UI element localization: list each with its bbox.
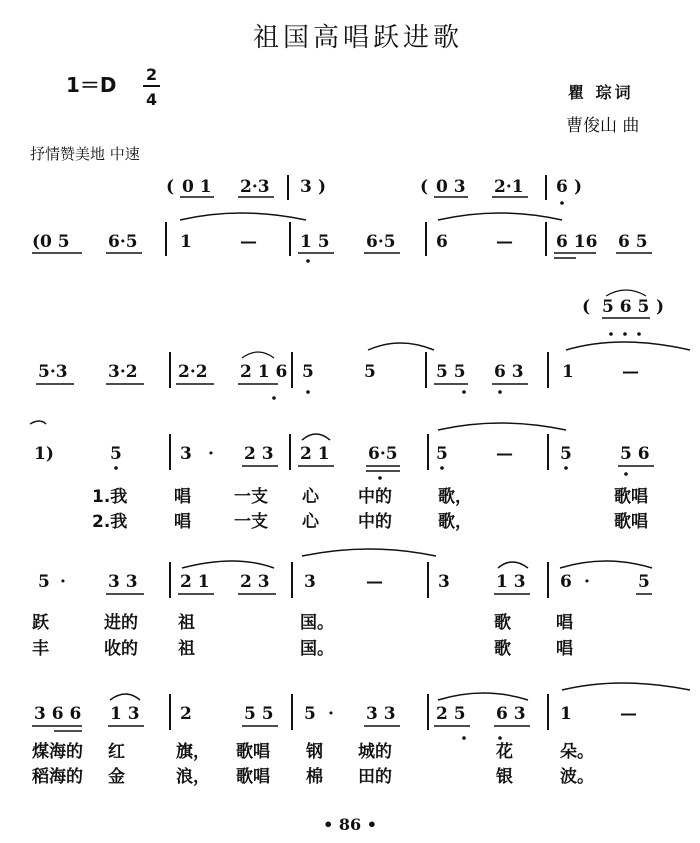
lyric: 歌唱: [236, 767, 270, 787]
lyric: 唱: [174, 487, 191, 507]
note-group: 5: [436, 444, 448, 464]
octave-dot: [378, 476, 382, 480]
lyric: 丰: [32, 639, 49, 659]
note-group: —: [240, 232, 257, 252]
cue-phrase-3: [582, 290, 664, 336]
note-group: 6: [560, 572, 572, 592]
note-group: 1 3: [110, 704, 140, 724]
note-group: —: [496, 444, 513, 464]
lyric: 歌，: [438, 487, 472, 507]
note-group: 6·5: [108, 232, 138, 252]
slur-arc: [560, 561, 652, 568]
slur-arc: [498, 562, 528, 568]
note-group: —: [620, 704, 637, 724]
lyric: 唱: [174, 512, 191, 532]
note-group: —: [366, 572, 383, 592]
lyric: 心: [302, 512, 319, 532]
note-group: 5: [638, 572, 650, 592]
note-group: 2 1: [180, 572, 210, 592]
octave-dot: [306, 259, 310, 263]
octave-dot: [560, 201, 564, 205]
octave-dot: [624, 472, 628, 476]
note-group: 2·2: [178, 362, 208, 382]
lyric: 跃: [32, 613, 49, 633]
note-group: ·: [328, 704, 334, 724]
note-group: 5: [110, 444, 122, 464]
cue-notes: 2·3: [240, 177, 270, 197]
note-group: 5 5: [436, 362, 466, 382]
octave-dot: [114, 466, 118, 470]
note-group: 1 3: [496, 572, 526, 592]
note-group: 5·3: [38, 362, 68, 382]
lyric: 歌唱: [614, 512, 648, 532]
lyrics-verse-2: [92, 511, 648, 532]
note-group: 3·2: [108, 362, 138, 382]
octave-dot: [306, 390, 310, 394]
lyric: 歌: [494, 613, 511, 633]
octave-dot: [564, 466, 568, 470]
note-group: 3: [304, 572, 316, 592]
tie-arc: [180, 213, 306, 220]
note-group: 1): [34, 444, 54, 464]
note-group: 6 3: [496, 704, 526, 724]
cue-phrase-2: [420, 175, 582, 205]
lyric: 唱: [556, 639, 573, 659]
composer-credit: 曹俊山 曲: [566, 116, 640, 136]
note-group: 5 5: [244, 704, 274, 724]
note-group: 5: [364, 362, 376, 382]
lyric: 一支: [234, 512, 268, 532]
lyric: 1.我: [92, 487, 128, 507]
slur-arc: [438, 693, 528, 700]
lyric: 钢: [306, 742, 323, 762]
tie-arc: [368, 343, 434, 350]
lyric: 金: [108, 767, 125, 787]
note-group: 1 5: [300, 232, 330, 252]
note-group: 5: [302, 362, 314, 382]
cue-open-paren: (: [420, 177, 429, 197]
lyricist-credit: 瞿 琮词: [568, 83, 634, 102]
lyric: 祖: [178, 613, 195, 633]
note-group: 2: [180, 704, 192, 724]
lyrics-verse-2: [32, 638, 573, 659]
lyric: 田的: [358, 767, 392, 787]
note-group: 5 6: [620, 444, 650, 464]
octave-dot: [498, 736, 502, 740]
note-group: 3 3: [108, 572, 138, 592]
note-group: 3: [180, 444, 192, 464]
note-group: 2 1 6: [240, 362, 288, 382]
lyric: 花: [496, 742, 513, 762]
staff-system-5: [31, 683, 690, 787]
cue-notes: 6: [556, 177, 568, 197]
lyrics-verse-1: [32, 612, 573, 633]
cue-close-paren: ): [318, 177, 327, 197]
lyric: 国。: [300, 639, 334, 659]
octave-dot: [462, 736, 466, 740]
key-signature: [66, 65, 160, 109]
octave-dot: [623, 332, 627, 336]
note-group: 2 5: [436, 704, 466, 724]
lyrics-verse-1: [31, 741, 594, 762]
lyric: 歌: [494, 639, 511, 659]
tie-arc: [566, 342, 690, 350]
note-group: ·: [584, 572, 590, 592]
octave-dot: [272, 396, 276, 400]
note-group: 6 3: [494, 362, 524, 382]
lyric: 心: [302, 487, 319, 507]
note-group: 2 3: [240, 572, 270, 592]
note-group: 2 1: [300, 444, 330, 464]
tie-arc: [30, 421, 46, 424]
lyric: 中的: [358, 487, 392, 507]
cue-notes: 0 1: [182, 177, 212, 197]
time-signature-bottom: 4: [146, 90, 158, 109]
lyric: 旗，: [176, 742, 210, 762]
cue-close-paren: ): [656, 297, 665, 317]
cue-notes: 2·1: [494, 177, 524, 197]
lyric: 唱: [556, 613, 573, 633]
note-group: —: [496, 232, 513, 252]
note-group: 1: [560, 704, 572, 724]
lyric: 煤海的: [32, 742, 83, 762]
lyric: 城的: [358, 742, 392, 762]
note-group: 6·5: [366, 232, 396, 252]
octave-dot: [462, 390, 466, 394]
note-group: ·: [60, 572, 66, 592]
staff-system-3: [30, 421, 654, 532]
note-group: —: [622, 362, 639, 382]
staff-system-2: [36, 290, 690, 400]
note-group: 1: [562, 362, 574, 382]
slur-arc: [182, 561, 274, 568]
octave-dot: [440, 466, 444, 470]
song-title: 祖国高唱跃进歌: [252, 23, 464, 53]
tie-arc: [438, 423, 566, 430]
octave-dot: [637, 332, 641, 336]
lyric: 祖: [178, 639, 195, 659]
lyrics-verse-1: [92, 486, 648, 507]
time-signature-top: 2: [146, 65, 158, 84]
page-number: • 86 •: [323, 815, 377, 834]
lyric: 一支: [234, 487, 268, 507]
lyric: 2.我: [92, 512, 128, 532]
lyric: 收的: [104, 639, 138, 659]
cue-close-paren: ): [574, 177, 583, 197]
lyric: 国。: [300, 613, 334, 633]
lyric: 朵。: [560, 742, 594, 762]
lyric: 歌唱: [614, 487, 648, 507]
staff-system-4: [32, 549, 652, 659]
slur-arc: [110, 694, 140, 700]
note-group: 5: [560, 444, 572, 464]
octave-dot: [609, 332, 613, 336]
note-group: 3: [438, 572, 450, 592]
lyric: 歌，: [438, 512, 472, 532]
lyric: 银: [496, 767, 513, 787]
lyric: 进的: [104, 613, 138, 633]
cue-notes: 0 3: [436, 177, 466, 197]
note-group: 6·5: [368, 444, 398, 464]
lyric: 中的: [358, 512, 392, 532]
note-group: 3 3: [366, 704, 396, 724]
tempo-marking: 抒情赞美地 中速: [30, 145, 140, 163]
lyrics-verse-2: [31, 766, 594, 787]
key-label: 1＝D: [66, 73, 117, 97]
lyric: 棉: [306, 767, 323, 787]
staff-system-1: [32, 175, 652, 263]
note-group: (0 5: [32, 232, 70, 252]
cue-notes: 3: [300, 177, 312, 197]
cue-phrase-1: [166, 175, 326, 200]
tie-arc: [438, 213, 562, 220]
lyric: 浪，: [176, 767, 210, 787]
lyric: 红: [108, 742, 125, 762]
cue-notes: 5 6 5: [602, 297, 650, 317]
lyric: 歌唱: [236, 742, 270, 762]
slur-arc: [302, 434, 330, 440]
lyric: 波。: [560, 767, 594, 787]
tie-arc: [562, 683, 690, 690]
triplet-bracket: [242, 352, 274, 358]
note-group: 6 16: [556, 232, 598, 252]
octave-dot: [498, 390, 502, 394]
note-group: ·: [208, 444, 214, 464]
note-group: 5: [38, 572, 50, 592]
note-group: 6: [436, 232, 448, 252]
note-group: 5: [304, 704, 316, 724]
tie-arc: [302, 549, 436, 556]
note-group: 1: [180, 232, 192, 252]
lyric: 稻海的: [32, 767, 83, 787]
cue-open-paren: (: [582, 297, 591, 317]
triplet-bracket: [606, 290, 646, 296]
note-group: 3 6 6: [34, 704, 82, 724]
cue-open-paren: (: [166, 177, 175, 197]
note-group: 6 5: [618, 232, 648, 252]
note-group: 2 3: [244, 444, 274, 464]
